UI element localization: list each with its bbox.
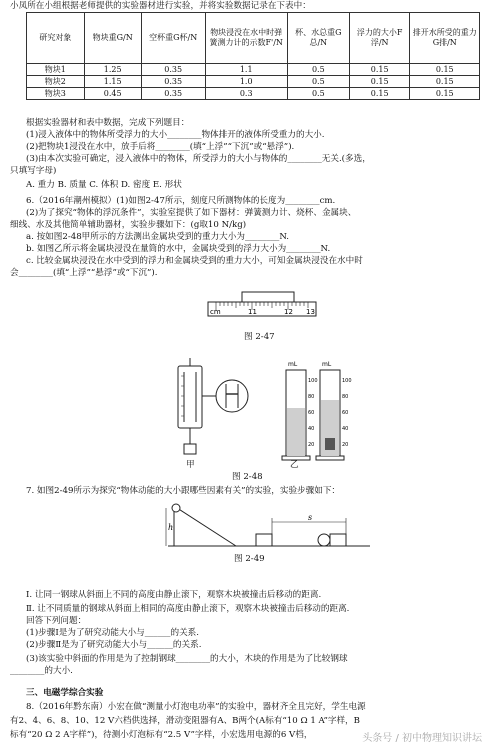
header-cell: 研究对象 bbox=[27, 13, 85, 64]
answer-options: A. 重力 B. 质量 C. 体积 D. 密度 E. 形状 bbox=[26, 180, 182, 190]
question-2: (2)把物块1浸没在水中，放手后将________(填“上浮”“下沉”或“悬浮”). bbox=[26, 142, 295, 152]
cylinder-mark: 60 bbox=[342, 410, 349, 416]
table-cell: 0.3 bbox=[205, 88, 287, 100]
ruler-tick-label: 12 bbox=[284, 308, 293, 316]
questions-header: 回答下列问题： bbox=[26, 616, 87, 626]
table-cell: 1.0 bbox=[205, 76, 287, 88]
table-row bbox=[27, 76, 480, 88]
figure-2-49 bbox=[164, 500, 374, 552]
header-cell: 物块重G/N bbox=[84, 13, 141, 64]
question-3-cont: 只填写字母) bbox=[10, 166, 57, 176]
ruler-tick-label: 11 bbox=[248, 308, 257, 316]
ruler-unit: cm bbox=[210, 308, 221, 316]
figure-2-48-label-yi: 乙 bbox=[290, 460, 299, 470]
table-cell: 0.15 bbox=[410, 76, 480, 88]
cylinder-mark: 100 bbox=[308, 378, 318, 384]
cylinder-mark: 40 bbox=[342, 426, 349, 432]
cylinder-mark: 40 bbox=[308, 426, 315, 432]
table-cell: 1.1 bbox=[205, 64, 287, 76]
watermark-text: 头条号 / 初中物理知识讲坛 bbox=[362, 733, 482, 744]
spring-scale bbox=[178, 358, 202, 454]
step-b: b. 如图乙所示将金属块浸没在量筒的水中，金属块受到的浮力大小为________N. bbox=[26, 244, 331, 254]
ramp-slope bbox=[174, 506, 236, 546]
steel-ball-bottom bbox=[318, 534, 330, 546]
step-i: Ⅰ. 让同一钢球从斜面上不同的高度由静止滚下，观察木块被撞击后移动的距离. bbox=[26, 590, 322, 600]
table-cell: 1.15 bbox=[84, 76, 141, 88]
measuring-cylinder-right bbox=[316, 370, 344, 460]
section-heading: 三、电磁学综合实验 bbox=[26, 688, 104, 698]
question-7-3-cont: ________的大小. bbox=[10, 666, 73, 676]
intro-text: 小凤所在小组根据老师提供的实验器材进行实验，并将实验数据记录在下表中： bbox=[10, 1, 311, 11]
table-cell: 1.25 bbox=[84, 64, 141, 76]
table-cell: 0.45 bbox=[84, 88, 141, 100]
table-cell: 0.5 bbox=[287, 64, 349, 76]
table-cell: 0.35 bbox=[141, 76, 205, 88]
ruler-tick-label: 13 bbox=[306, 308, 315, 316]
question-7-2: (2)步骤Ⅱ是为了研究动能大小与______的关系. bbox=[26, 640, 202, 650]
header-cell: 空杯重G杯/N bbox=[141, 13, 205, 64]
problem-7: 7. 如图2-49所示为探究“物体动能的大小跟哪些因素有关”的实验，实验步骤如下： bbox=[26, 486, 341, 496]
table-cell: 0.35 bbox=[141, 64, 205, 76]
table-cell: 0.15 bbox=[410, 64, 480, 76]
table-row bbox=[27, 64, 480, 76]
figure-2-47-caption: 图 2-47 bbox=[244, 332, 275, 342]
problem-8: 8.（2016年黔东南）小宏在做“测量小灯泡电功率”的实验中，器材齐全且完好，学生电源 bbox=[26, 702, 366, 712]
cylinder-mark: 20 bbox=[308, 442, 315, 448]
experiment-table bbox=[26, 12, 480, 100]
table-cell: 0.5 bbox=[287, 76, 349, 88]
table-cell: 物块3 bbox=[27, 88, 85, 100]
cylinder-mark: 20 bbox=[342, 442, 349, 448]
cylinder-unit-label: mL bbox=[288, 361, 298, 368]
problem-6-part2: (2)为了探究“物体的浮沉条件”，实验室提供了如下器材：弹簧测力计、烧杯、金属块、 bbox=[26, 208, 357, 218]
table-row bbox=[27, 88, 480, 100]
header-cell: 杯、水总重G总/N bbox=[287, 13, 349, 64]
header-cell: 排开水所受的重力G排/N bbox=[410, 13, 480, 64]
figure-2-48-caption: 图 2-48 bbox=[232, 472, 263, 482]
figure-2-49-caption: 图 2-49 bbox=[234, 554, 265, 564]
distance-label: s bbox=[308, 513, 313, 522]
table-cell: 0.15 bbox=[349, 64, 410, 76]
cylinder-mark: 80 bbox=[308, 394, 315, 400]
problem-6-part2-cont: 细线、水及其他简单辅助器材，实验步骤如下：(g取10 N/kg) bbox=[10, 220, 247, 230]
step-c: c. 比较金属块浸没在水中受到的浮力和金属块受到的重力大小，可知金属块浸没在水中时 bbox=[26, 256, 363, 266]
measured-object bbox=[242, 292, 294, 302]
question-7-1: (1)步骤Ⅰ是为了研究动能大小与______的关系. bbox=[26, 628, 199, 638]
problem-8-cont2: 标有“20 Ω 2 A字样”)，待测小灯泡标有“2.5 V”字样，小宏选用电源的6 V档， bbox=[10, 730, 313, 740]
question-3: (3)由本次实验可确定，浸入液体中的物体，所受浮力的大小与物体的________无关.(多选， bbox=[26, 154, 371, 164]
table-cell: 物块1 bbox=[27, 64, 85, 76]
step-ii: Ⅱ. 让不同质量的钢球从斜面上相同的高度由静止滚下，观察木块被撞击后移动的距离. bbox=[26, 604, 350, 614]
table-cell: 0.35 bbox=[141, 88, 205, 100]
steel-ball bbox=[172, 504, 180, 512]
question-7-3: (3)该实验中斜面的作用是为了控制钢球________的大小，木块的作用是为了比较钢球 bbox=[26, 654, 348, 664]
zoom-circle bbox=[202, 380, 248, 412]
ruler-ticks bbox=[216, 302, 308, 310]
table-cell: 0.15 bbox=[349, 76, 410, 88]
sunk-block bbox=[325, 438, 335, 450]
measuring-cylinder-left bbox=[282, 370, 310, 460]
step-c-cont: 会________(填“上浮”“悬浮”或“下沉”). bbox=[10, 268, 158, 278]
header-cell: 浮力的大小F浮/N bbox=[349, 13, 410, 64]
table-cell: 0.15 bbox=[349, 88, 410, 100]
problem-6: 6.（2016年潮州模拟）(1)如图2-47所示，刻度尺所测物体的长度为________cm. bbox=[26, 196, 336, 206]
wood-block-end bbox=[330, 534, 346, 546]
table-cell: 0.5 bbox=[287, 88, 349, 100]
wood-block-start bbox=[256, 534, 272, 546]
step-a: a. 按如图2-48甲所示的方法测出金属块受到的重力大小为________N. bbox=[26, 232, 290, 242]
header-cell: 物块浸没在水中时弹簧测力计的示数F'/N bbox=[205, 13, 287, 64]
cylinder-mark: 100 bbox=[342, 378, 352, 384]
ruler-figure bbox=[206, 290, 320, 330]
metal-block bbox=[184, 444, 196, 454]
figure-2-48 bbox=[168, 356, 352, 468]
table-cell: 物块2 bbox=[27, 76, 85, 88]
table-cell: 0.15 bbox=[410, 88, 480, 100]
problem-8-cont: 有2、4、6、8、10、12 V六档供选择，滑动变阻器有A、B两个(A标有“10 Ω 1 A”字样，B bbox=[10, 716, 360, 726]
question-1: (1)浸入液体中的物体所受浮力的大小________物体排开的液体所受重力的大小. bbox=[26, 130, 325, 140]
cylinder-mark: 60 bbox=[308, 410, 315, 416]
figure-2-48-label-jia: 甲 bbox=[186, 460, 195, 470]
question-intro: 根据实验器材和表中数据，完成下列题目： bbox=[26, 118, 190, 128]
height-label: h bbox=[168, 523, 174, 532]
cylinder-unit-label: mL bbox=[322, 361, 332, 368]
table-header-row bbox=[27, 13, 480, 64]
cylinder-mark: 80 bbox=[342, 394, 349, 400]
